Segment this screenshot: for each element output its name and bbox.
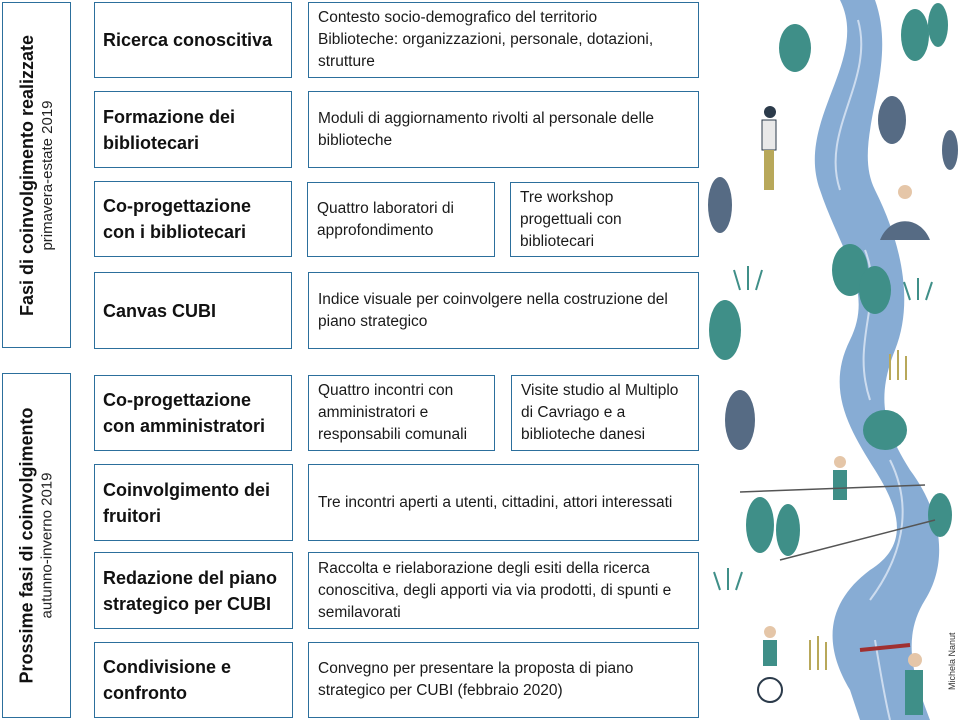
activity-description: Quattro laboratori di approfondimento [307,182,495,257]
phase-next-label [16,407,57,683]
activity-label: Formazione dei bibliotecari [94,91,292,168]
activity-label: Canvas CUBI [94,272,292,349]
activity-description: Visite studio al Multiplo di Cavriago e a biblioteche danesi [511,375,699,451]
activity-label: Co-progettazione con amministratori [94,375,292,451]
phase-done-title: Fasi di coinvolgimento realizzate [17,34,38,316]
phase-done-label [16,34,57,315]
activity-description: Moduli di aggiornamento rivolti al personale delle biblioteche [308,91,699,168]
activity-description: Tre workshop progettuali con bibliotecari [510,182,699,257]
activity-label: Redazione del piano strategico per CUBI [94,552,293,629]
activity-description: Raccolta e rielaborazione degli esiti della ricerca conoscitiva, degli apporti via via prodotti, di spunti e semilavorati [308,552,699,629]
activity-description: Convegno per presentare la proposta di piano strategico per CUBI (febbraio 2020) [308,642,699,718]
phase-done-period: primavera-estate 2019 [39,99,57,251]
activity-description: Contesto socio-demografico del territorio Biblioteche: organizzazioni, personale, dotazioni, strutture [308,2,699,78]
river-illustration [700,0,960,720]
activity-label: Ricerca conoscitiva [94,2,292,78]
activity-description: Indice visuale per coinvolgere nella costruzione del piano strategico [308,272,699,349]
phase-next-period: autunno-inverno 2019 [39,472,57,619]
activity-description: Tre incontri aperti a utenti, cittadini, attori interessati [308,464,699,541]
phase-next-box [2,373,71,718]
activity-description: Quattro incontri con amministratori e responsabili comunali [308,375,495,451]
river-shape [815,0,939,720]
illustration-credit: Michela Nanut [947,632,957,690]
activity-label: Co-progettazione con i bibliotecari [94,181,292,257]
activity-label: Coinvolgimento dei fruitori [94,464,293,541]
phase-done-box [2,2,71,348]
phase-next-title: Prossime fasi di coinvolgimento [17,407,38,684]
activity-label: Condivisione e confronto [94,642,293,718]
